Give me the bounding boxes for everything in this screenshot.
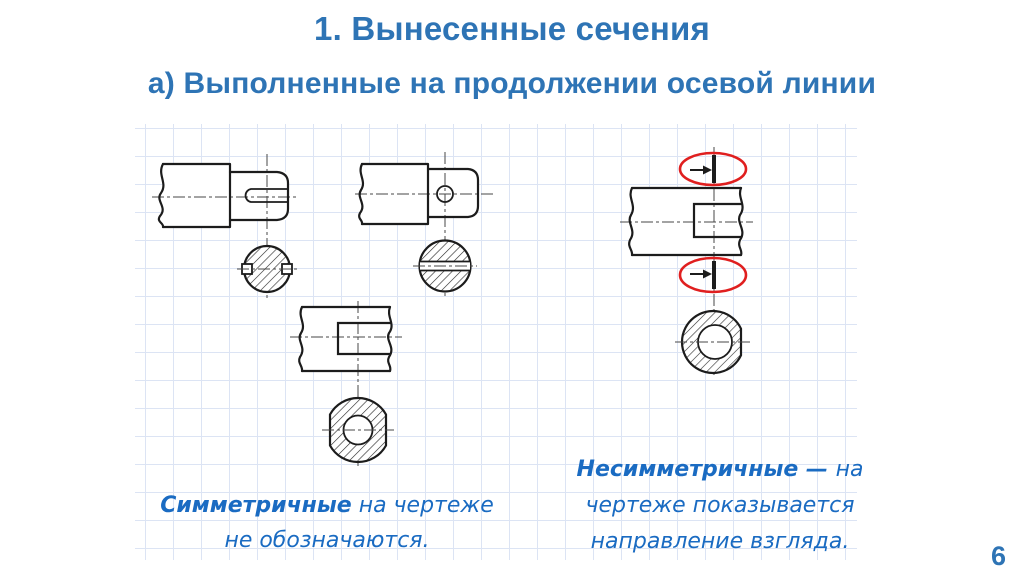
view-arrow-top bbox=[690, 155, 714, 183]
graph-paper-area bbox=[135, 124, 864, 560]
caption-symmetric bbox=[147, 488, 507, 558]
caption-asymmetric-line2: чертеже показывается bbox=[585, 493, 855, 518]
caption-asymmetric-line1: Несимметричные — на bbox=[576, 457, 864, 482]
slide-title: 1. Вынесенные сечения bbox=[314, 10, 710, 47]
slide-subtitle: а) Выполненные на продолжении осевой линии bbox=[147, 67, 877, 100]
bar-with-recess-drawing bbox=[290, 299, 430, 474]
caption-asymmetric bbox=[555, 452, 885, 560]
asymmetric-section-drawing bbox=[620, 144, 800, 379]
caption-symmetric-line2: не обозначаются. bbox=[224, 528, 430, 553]
caption-symmetric-line1: Симметричные на чертеже bbox=[160, 493, 494, 518]
caption-asymmetric-line3: направление взгляда. bbox=[590, 529, 850, 554]
page-number: 6 bbox=[990, 541, 1006, 571]
view-arrow-bottom bbox=[690, 261, 714, 289]
shaft-with-keyway-drawing bbox=[140, 139, 320, 309]
shaft-with-hole-drawing bbox=[355, 139, 505, 309]
